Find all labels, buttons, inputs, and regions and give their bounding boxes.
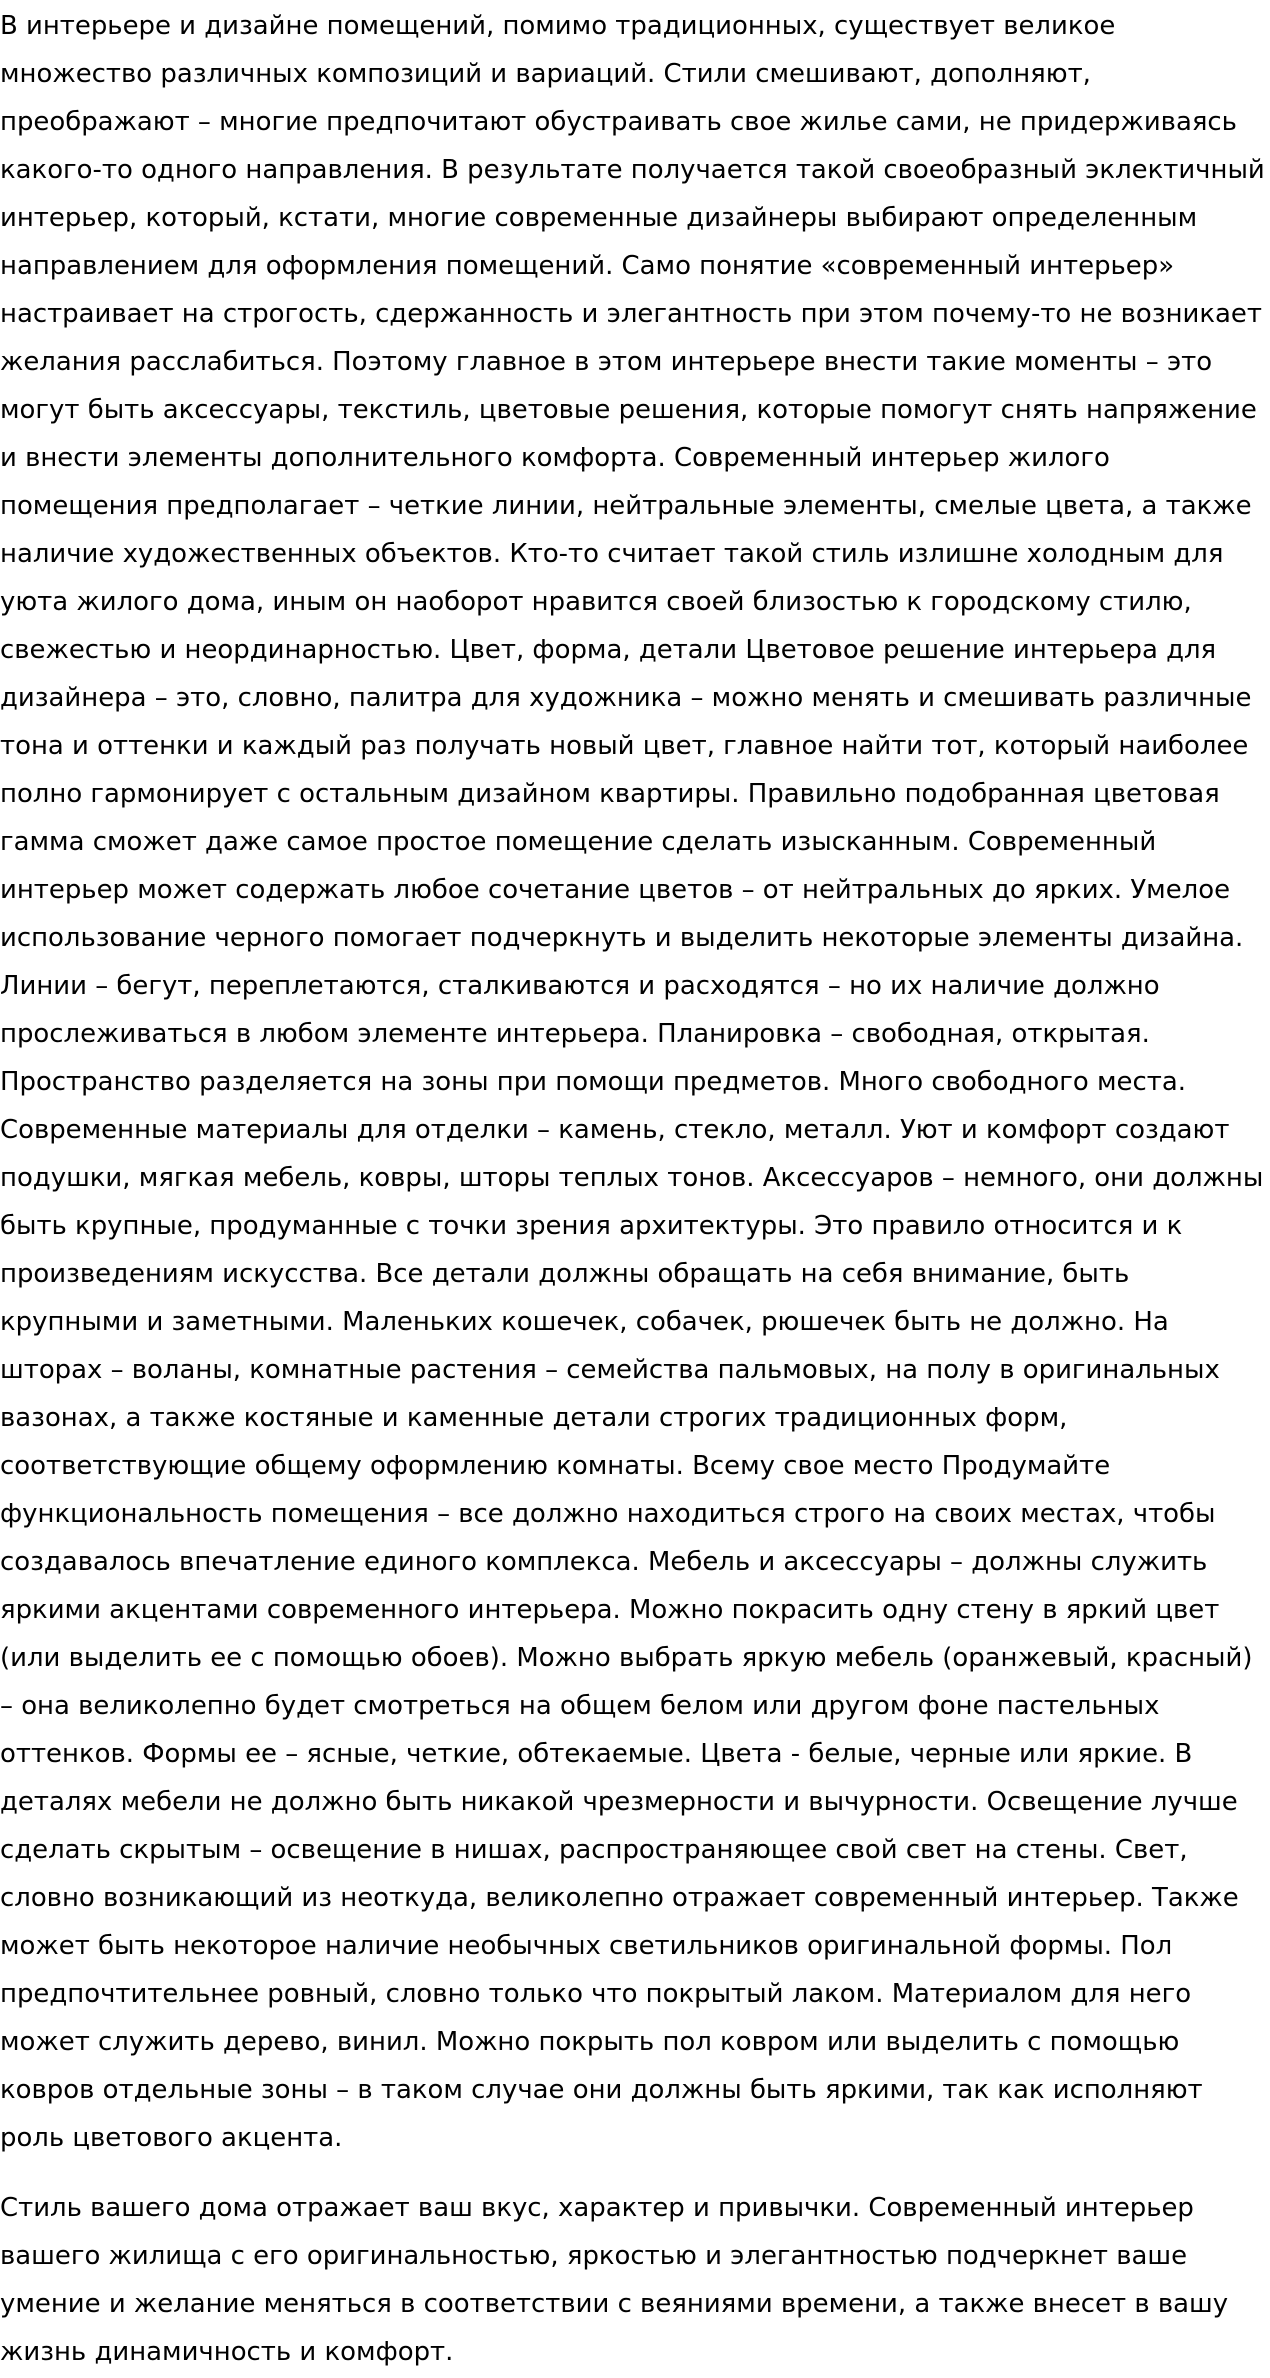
text-line: быть крупные, продуманные с точки зрения архитектуры. Это правило относится и к	[0, 1211, 1183, 1241]
text-line: наличие художественных объектов. Кто-то считает такой стиль излишне холодным для	[0, 539, 1224, 569]
text-line: деталях мебели не должно быть никакой чрезмерности и вычурности. Освещение лучше	[0, 1787, 1238, 1817]
text-line: полно гармонирует с остальным дизайном квартиры. Правильно подобранная цветовая	[0, 779, 1220, 809]
text-line: Современные материалы для отделки – камень, стекло, металл. Уют и комфорт создают	[0, 1115, 1230, 1145]
text-line: настраивает на строгость, сдержанность и элегантность при этом почему-то не возникает	[0, 299, 1262, 329]
text-line: желания расслабиться. Поэтому главное в этом интерьере внести такие моменты – это	[0, 347, 1213, 377]
text-line: помещения предполагает – четкие линии, нейтральные элементы, смелые цвета, а также	[0, 491, 1252, 521]
text-line: умение и желание меняться в соответствии с веяниями времени, а также внесет в вашу	[0, 2289, 1229, 2319]
text-line: могут быть аксессуары, текстиль, цветовые решения, которые помогут снять напряжение	[0, 395, 1257, 425]
text-line: вашего жилища с его оригинальностью, яркостью и элегантностью подчеркнет ваше	[0, 2241, 1188, 2271]
text-line: – она великолепно будет смотреться на общем белом или другом фоне пастельных	[0, 1691, 1160, 1721]
text-line: свежестью и неординарностью. Цвет, форма, детали Цветовое решение интерьера для	[0, 635, 1217, 665]
text-line: предпочтительнее ровный, словно только что покрытый лаком. Материалом для него	[0, 1979, 1192, 2009]
text-line: ковров отдельные зоны – в таком случае они должны быть яркими, так как исполняют	[0, 2075, 1203, 2105]
text-line: роль цветового акцента.	[0, 2123, 343, 2153]
text-line: какого-то одного направления. В результате получается такой своеобразный эклектичный	[0, 155, 1265, 185]
text-line: интерьер, который, кстати, многие современные дизайнеры выбирают определенным	[0, 203, 1198, 233]
paragraph-2	[0, 2184, 1270, 2376]
text-line: гамма сможет даже самое простое помещение сделать изысканным. Современный	[0, 827, 1157, 857]
text-line: вазонах, а также костяные и каменные детали строгих традиционных форм,	[0, 1403, 1068, 1433]
text-line: жизнь динамичность и комфорт.	[0, 2337, 454, 2367]
text-line: сделать скрытым – освещение в нишах, распространяющее свой свет на стены. Свет,	[0, 1835, 1188, 1865]
text-line: уюта жилого дома, иным он наоборот нравится своей близостью к городскому стилю,	[0, 587, 1192, 617]
text-line: Стиль вашего дома отражает ваш вкус, характер и привычки. Современный интерьер	[0, 2193, 1194, 2223]
text-line: подушки, мягкая мебель, ковры, шторы теплых тонов. Аксессуаров – немного, они должны	[0, 1163, 1264, 1193]
text-line: произведениям искусства. Все детали должны обращать на себя внимание, быть	[0, 1259, 1130, 1289]
text-line: (или выделить ее с помощью обоев). Можно выбрать яркую мебель (оранжевый, красный)	[0, 1643, 1253, 1673]
text-line: крупными и заметными. Маленьких кошечек, собачек, рюшечек быть не должно. На	[0, 1307, 1169, 1337]
text-line: функциональность помещения – все должно находиться строго на своих местах, чтобы	[0, 1499, 1216, 1529]
text-line: шторах – воланы, комнатные растения – семейства пальмовых, на полу в оригинальных	[0, 1355, 1220, 1385]
text-line: словно возникающий из неоткуда, великолепно отражает современный интерьер. Также	[0, 1883, 1239, 1913]
text-line: множество различных композиций и вариаций. Стили смешивают, дополняют,	[0, 59, 1091, 89]
text-line: может быть некоторое наличие необычных светильников оригинальной формы. Пол	[0, 1931, 1173, 1961]
text-line: преображают – многие предпочитают обустраивать свое жилье сами, не придерживаясь	[0, 107, 1237, 137]
paragraph-1	[0, 2, 1270, 2162]
text-line: Линии – бегут, переплетаются, сталкиваются и расходятся – но их наличие должно	[0, 971, 1160, 1001]
text-line: соответствующие общему оформлению комнаты. Всему свое место Продумайте	[0, 1451, 1111, 1481]
text-line: оттенков. Формы ее – ясные, четкие, обтекаемые. Цвета - белые, черные или яркие. В	[0, 1739, 1193, 1769]
text-line: интерьер может содержать любое сочетание цветов – от нейтральных до ярких. Умелое	[0, 875, 1231, 905]
text-line: направлением для оформления помещений. Само понятие «современный интерьер»	[0, 251, 1175, 281]
text-line: использование черного помогает подчеркнуть и выделить некоторые элементы дизайна.	[0, 923, 1244, 953]
text-line: В интерьере и дизайне помещений, помимо традиционных, существует великое	[0, 11, 1116, 41]
text-line: прослеживаться в любом элементе интерьера. Планировка – свободная, открытая.	[0, 1019, 1150, 1049]
text-line: может служить дерево, винил. Можно покрыть пол ковром или выделить с помощью	[0, 2027, 1180, 2057]
text-line: Пространство разделяется на зоны при помощи предметов. Много свободного места.	[0, 1067, 1186, 1097]
text-line: дизайнера – это, словно, палитра для художника – можно менять и смешивать различные	[0, 683, 1252, 713]
text-line: и внести элементы дополнительного комфорта. Современный интерьер жилого	[0, 443, 1110, 473]
text-line: тона и оттенки и каждый раз получать новый цвет, главное найти тот, который наиболее	[0, 731, 1249, 761]
text-line: яркими акцентами современного интерьера. Можно покрасить одну стену в яркий цвет	[0, 1595, 1220, 1625]
text-line: создавалось впечатление единого комплекса. Мебель и аксессуары – должны служить	[0, 1547, 1208, 1577]
